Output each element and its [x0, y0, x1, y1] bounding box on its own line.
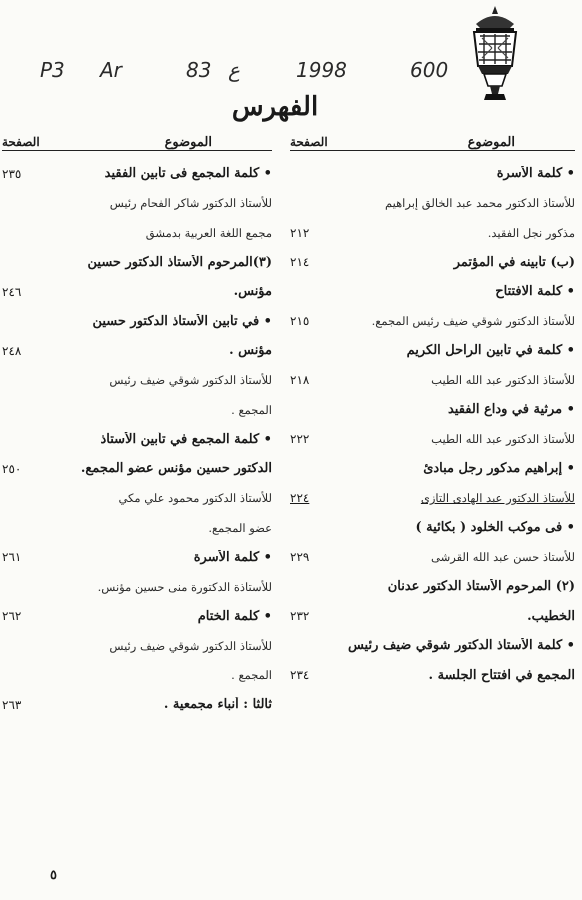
handwritten-code-p3: P3	[40, 58, 65, 82]
toc-line	[290, 513, 575, 543]
toc-entry-text: للأستاذ الدكتور شوقي ضيف رئيس	[109, 373, 272, 388]
toc-entry-page: ٢٣٢	[290, 609, 310, 624]
toc-entry-page: ٢١٢	[290, 225, 310, 240]
toc-entry-text: • كلمة الختام	[197, 608, 272, 624]
toc-entry-text: مجمع اللغة العربية بدمشق	[145, 225, 272, 240]
column-header-page: الصفحة	[290, 135, 328, 149]
toc-entry-text: • كلمة الأسرة	[193, 549, 272, 565]
toc-line	[2, 189, 272, 219]
column-header-topic: الموضوع	[467, 135, 515, 150]
toc-line	[2, 366, 272, 396]
toc-entry-page: ٢٦١	[2, 550, 22, 565]
toc-entry-page: ٢٥٠	[2, 461, 22, 476]
toc-line	[2, 425, 272, 455]
toc-entry-text: للأستاذ الدكتور شوقي ضيف رئيس	[109, 638, 272, 653]
toc-line	[2, 395, 272, 425]
toc-entry-text: (٢) المرحوم الأستاذ الدكتور عدنان	[387, 579, 575, 595]
toc-line	[2, 513, 272, 543]
toc-entry-text: للأستاذ الدكتور محمود علي مكي	[118, 491, 272, 506]
toc-entry-page: ٢٢٢	[290, 432, 310, 447]
toc-entry-text: ثالثا : أنباء مجمعية .	[163, 697, 272, 713]
toc-line	[2, 307, 272, 337]
toc-entry-text: للأستاذ الدكتور عبد الله الطيب	[431, 432, 575, 447]
toc-line	[290, 543, 575, 573]
toc-line	[2, 484, 272, 514]
column-header	[290, 128, 575, 151]
toc-entry-text: للأستاذ حسن عبد الله القرشى	[431, 550, 575, 565]
toc-line	[2, 277, 272, 307]
toc-entry-text: للأستاذ الدكتور عبد الله الطيب	[431, 373, 575, 388]
toc-line	[2, 248, 272, 278]
toc-line	[290, 307, 575, 337]
lantern-emblem-icon	[462, 4, 528, 102]
toc-line	[290, 366, 575, 396]
toc-entry-text: مؤنس.	[233, 284, 272, 300]
toc-entry-text: • في تأبين الأستاذ الدكتور حسين	[92, 313, 272, 329]
column-header	[2, 128, 272, 151]
toc-entry-text: مذكور نجل الفقيد.	[487, 225, 575, 240]
page-number: ٥	[50, 868, 57, 883]
toc-entry-text: • فى موكب الخلود ( بكائية )	[415, 520, 575, 536]
toc-line	[2, 218, 272, 248]
toc-line	[2, 159, 272, 189]
toc-entry-text: المجمع .	[231, 668, 272, 683]
toc-entry-page: ٢٢٤	[290, 491, 310, 506]
toc-entry-text: • كلمة الأسرة	[496, 166, 575, 182]
page-title: الفهرس	[231, 92, 319, 122]
toc-line	[290, 159, 575, 189]
toc-line	[2, 543, 272, 573]
toc-entry-text: الخطيب.	[527, 608, 575, 624]
toc-entry-text: الدكتور حسين مؤنس عضو المجمع.	[80, 461, 272, 477]
toc-entry-text: المجمع في افتتاح الجلسة .	[428, 667, 575, 683]
toc-entry-text: (ب) تأبينه في المؤتمر	[453, 254, 575, 270]
handwritten-page: 600	[410, 58, 449, 82]
toc-entry-text: • كلمة المجمع فى تأبين الفقيد	[104, 166, 272, 182]
toc-entry-text: • كلمة المجمع في تأبين الأستاذ	[100, 431, 272, 447]
toc-line	[2, 336, 272, 366]
toc-line	[290, 454, 575, 484]
toc-entry-text: مؤنس .	[229, 343, 272, 359]
toc-entry-page: ٢٤٦	[2, 284, 22, 299]
toc-entry-page: ٢١٤	[290, 255, 310, 270]
toc-entry-page: ٢١٨	[290, 373, 310, 388]
toc-line	[2, 602, 272, 632]
toc-line	[290, 189, 575, 219]
toc-line	[2, 454, 272, 484]
column-header-page: الصفحة	[2, 135, 40, 149]
toc-entry-page: ٢١٥	[290, 314, 310, 329]
toc-entries-left	[2, 159, 272, 720]
toc-line	[290, 602, 575, 632]
toc-line	[290, 395, 575, 425]
toc-entry-text: • كلمة في تأبين الراحل الكريم	[406, 343, 575, 359]
toc-line	[290, 661, 575, 691]
toc-line	[290, 248, 575, 278]
toc-line	[290, 425, 575, 455]
toc-entry-text: للأستاذ الدكتور شاكر الفحام رئيس	[109, 196, 272, 211]
toc-line	[290, 572, 575, 602]
toc-entry-text: للأستاذة الدكتورة منى حسين مؤنس.	[97, 579, 272, 594]
toc-entries-right	[290, 159, 575, 690]
toc-line	[2, 661, 272, 691]
toc-line	[2, 690, 272, 720]
toc-entry-page: ٢٦٢	[2, 609, 22, 624]
toc-line	[290, 218, 575, 248]
toc-entry-text: (٣)المرحوم الأستاذ الدكتور حسين	[87, 254, 272, 270]
toc-entry-text: للأستاذ الدكتور محمد عبد الخالق إبراهيم	[384, 196, 575, 211]
handwritten-year: 1998	[296, 58, 347, 82]
handwritten-code-ar: Ar	[100, 58, 122, 82]
toc-entry-text: • إبراهيم مدكور رجل مبادئ	[423, 461, 575, 477]
toc-column-left	[2, 128, 272, 720]
toc-entry-text: • كلمة الأستاذ الدكتور شوقي ضيف رئيس	[347, 638, 575, 654]
toc-line	[290, 277, 575, 307]
toc-column-right	[290, 128, 575, 690]
toc-entry-page: ٢٣٥	[2, 166, 22, 181]
toc-entry-page: ٢٦٣	[2, 697, 22, 712]
toc-entry-text: للأستاذ الدكتور عبد الهادى التازى	[420, 491, 575, 506]
toc-entry-page: ٢٢٩	[290, 550, 310, 565]
toc-line	[290, 336, 575, 366]
toc-entry-page: ٢٤٨	[2, 343, 22, 358]
toc-entry-text: • مرثية في وداع الفقيد	[447, 402, 575, 418]
column-header-topic: الموضوع	[164, 135, 212, 150]
toc-entry-text: عضو المجمع.	[208, 520, 272, 535]
toc-line	[2, 572, 272, 602]
toc-entry-text: المجمع .	[231, 402, 272, 417]
toc-line	[2, 631, 272, 661]
handwritten-letter: ع	[228, 58, 240, 82]
toc-entry-page: ٢٣٤	[290, 668, 310, 683]
toc-line	[290, 631, 575, 661]
toc-entry-text: للأستاذ الدكتور شوقي ضيف رئيس المجمع.	[371, 314, 575, 329]
handwritten-number: 83	[186, 58, 212, 82]
toc-entry-text: • كلمة الافتتاح	[495, 284, 575, 300]
toc-line	[290, 484, 575, 514]
